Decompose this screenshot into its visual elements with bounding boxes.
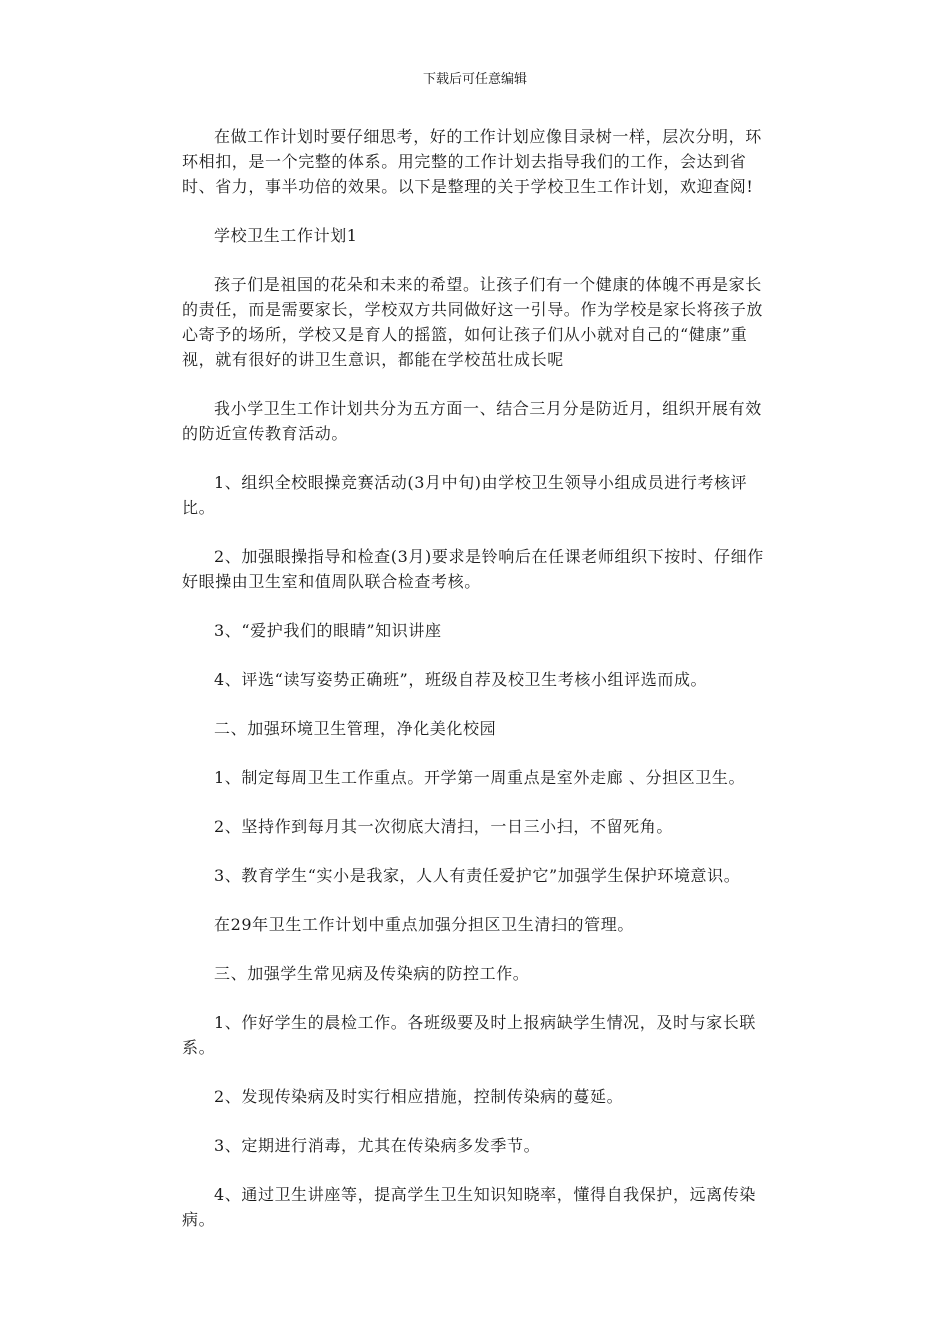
list-item: 4、通过卫生讲座等，提高学生卫生知识知晓率，懂得自我保护，远离传染病。 (182, 1185, 756, 1229)
body-paragraph: 我小学卫生工作计划共分为五方面一、结合三月分是防近月，组织开展有效的防近宣传教育活动。 (182, 399, 762, 443)
section-heading: 三、加强学生常见病及传染病的防控工作。 (214, 964, 530, 983)
list-item: 4、评选“读写姿势正确班”，班级自荐及校卫生考核小组评选而成。 (214, 670, 708, 689)
section-heading: 二、加强环境卫生管理，净化美化校园 (214, 719, 497, 738)
list-item: 1、作好学生的晨检工作。各班级要及时上报病缺学生情况，及时与家长联系。 (182, 1013, 756, 1057)
list-item: 3、“爱护我们的眼睛”知识讲座 (214, 621, 442, 640)
section-title: 学校卫生工作计划1 (214, 226, 358, 245)
body-paragraph: 在29年卫生工作计划中重点加强分担区卫生清扫的管理。 (214, 915, 634, 934)
body-paragraph: 孩子们是祖国的花朵和未来的希望。让孩子们有一个健康的体魄不再是家长的责任，而是需要家长，学校双方共同做好这一引导。作为学校是家长将孩子放心寄予的场所，学校又是育人的摇篮，如何让孩子们从小就对自己的“健康”重视，就有很好的讲卫生意识，都能在学校茁壮成长呢 (182, 275, 764, 369)
list-item: 2、加强眼操指导和检查(3月)要求是铃响后在任课老师组织下按时、仔细作好眼操由卫生室和值周队联合检查考核。 (182, 547, 764, 591)
list-item: 3、教育学生“实小是我家，人人有责任爱护它”加强学生保护环境意识。 (214, 866, 741, 885)
document-body (182, 124, 774, 1256)
list-item: 2、坚持作到每月其一次彻底大清扫，一日三小扫，不留死角。 (214, 817, 673, 836)
list-item: 3、定期进行消毒，尤其在传染病多发季节。 (214, 1136, 541, 1155)
list-item: 2、发现传染病及时实行相应措施，控制传染病的蔓延。 (214, 1087, 624, 1106)
list-item: 1、组织全校眼操竞赛活动(3月中旬)由学校卫生领导小组成员进行考核评比。 (182, 473, 748, 517)
list-item: 1、制定每周卫生工作重点。开学第一周重点是室外走廊 、分担区卫生。 (214, 768, 746, 787)
header-note: 下载后可任意编辑 (422, 72, 527, 87)
intro-paragraph: 在做工作计划时要仔细思考，好的工作计划应像目录树一样，层次分明，环环相扣，是一个完整的体系。用完整的工作计划去指导我们的工作，会达到省时、省力，事半功倍的效果。以下是整理的关于学校卫生工作计划，欢迎查阅! (182, 127, 762, 196)
